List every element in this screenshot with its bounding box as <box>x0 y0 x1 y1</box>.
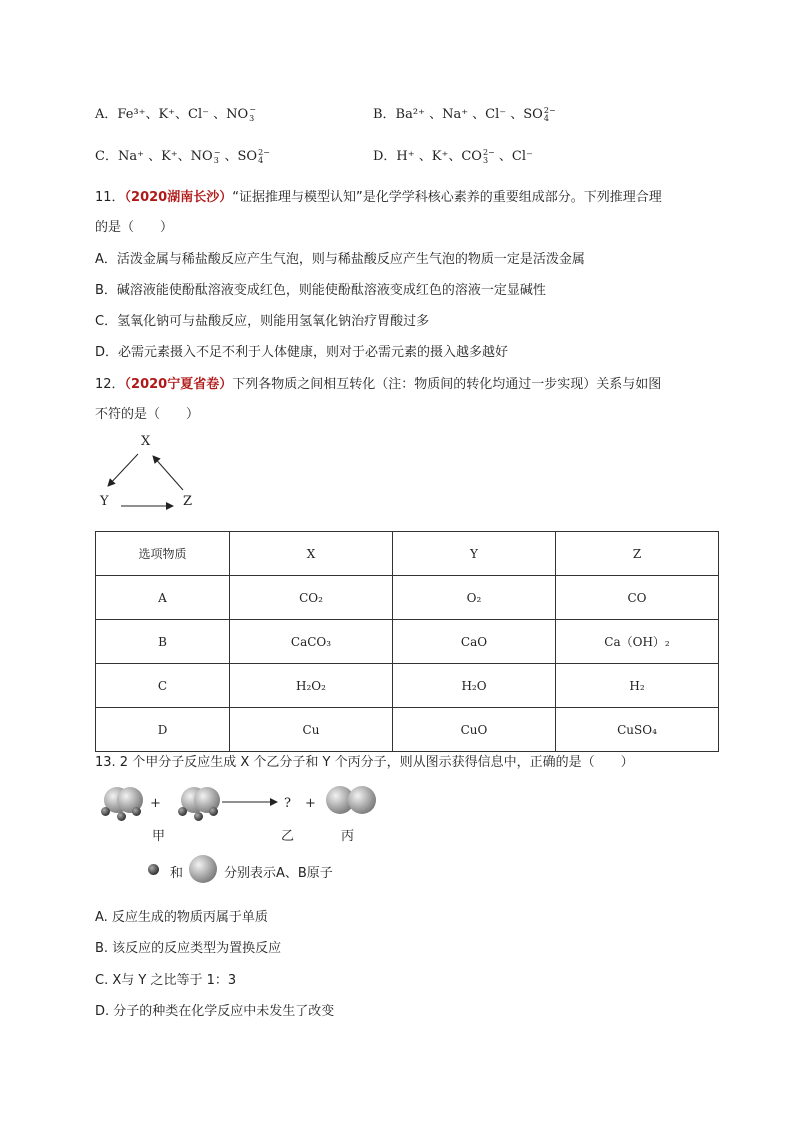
table-cell: Cu <box>230 708 393 752</box>
table-cell: H₂ <box>556 664 719 708</box>
table-cell: C <box>96 664 230 708</box>
q12-stem1: 下列各物质之间相互转化（注：物质间的转化均通过一步实现）关系与如图 <box>232 377 662 392</box>
table-header-cell: Z <box>556 532 719 576</box>
q11-stem-line1 <box>95 186 662 205</box>
atom-a <box>117 812 126 821</box>
table-cell: CO₂ <box>230 576 393 620</box>
q13-option-a: A. 反应生成的物质丙属于单质 <box>95 910 268 925</box>
table-cell: CaO <box>393 620 556 664</box>
table-cell: Ca（OH）₂ <box>556 620 719 664</box>
q13-option-b: B. 该反应的反应类型为置换反应 <box>95 941 282 956</box>
table-cell: CuO <box>393 708 556 752</box>
q10-option-c-text2: 、SO <box>220 149 258 164</box>
table-cell: O₂ <box>393 576 556 620</box>
q10-option-d-text: D．H⁺ 、K⁺、CO <box>373 149 482 164</box>
table-cell: H₂O₂ <box>230 664 393 708</box>
table-row <box>96 620 719 664</box>
label-jia: 甲 <box>152 829 166 844</box>
q11-option-c: C．氢氧化钠可与盐酸反应，则能用氢氧化钠治疗胃酸过多 <box>95 314 430 329</box>
diagram-label-y: Y <box>100 494 109 509</box>
atom-a <box>101 807 110 816</box>
table-row <box>96 664 719 708</box>
diagram-label-z: Z <box>183 494 193 509</box>
diagram-label-x: X <box>141 434 151 449</box>
q11-option-a: A．活泼金属与稀盐酸反应产生气泡，则与稀盐酸反应产生气泡的物质一定是活泼金属 <box>95 252 585 267</box>
legend-atom-b-icon <box>189 855 217 883</box>
q11-stem1: “证据推理与模型认知”是化学学科核心素养的重要组成部分。下列推理合理 <box>232 190 662 205</box>
table-header-cell: 选项物质 <box>96 532 230 576</box>
table-header-row <box>96 532 719 576</box>
table-header-cell: Y <box>393 532 556 576</box>
reaction-arrow <box>222 797 278 807</box>
table-cell: CO <box>556 576 719 620</box>
label-yi: 乙 <box>281 829 295 844</box>
q12-options-table <box>95 531 719 752</box>
legend-atom-a-icon <box>148 864 159 875</box>
q11-number: 11． <box>95 190 125 205</box>
table-cell: A <box>96 576 230 620</box>
table-header-cell: X <box>230 532 393 576</box>
table-cell: CuSO₄ <box>556 708 719 752</box>
q13-option-c: C. X与 Y 之比等于 1：3 <box>95 973 237 988</box>
q10-option-d-text2: 、Cl⁻ <box>494 149 533 164</box>
atom-a <box>178 807 187 816</box>
q11-option-b: B．碱溶液能使酚酞溶液变成红色，则能使酚酞溶液变成红色的溶液一定显碱性 <box>95 283 546 298</box>
atom-b <box>348 786 376 814</box>
q11-option-d: D．必需元素摄入不足不利于人体健康，则对于必需元素的摄入越多越好 <box>95 345 509 360</box>
table-cell: H₂O <box>393 664 556 708</box>
atom-a <box>209 807 218 816</box>
table-cell: D <box>96 708 230 752</box>
q12-stem-line1 <box>95 373 661 392</box>
label-bing: 丙 <box>341 829 355 844</box>
plus-sign: + <box>150 796 161 811</box>
q10-option-c: C．Na⁺ 、K⁺、NO − 3 、SO 2− 4 <box>95 147 270 165</box>
q13-stem: 13. 2 个甲分子反应生成 X 个乙分子和 Y 个丙分子，则从图示获得信息中，正确的是（ ） <box>95 755 634 770</box>
table-row <box>96 708 719 752</box>
q10-option-b: B．Ba²⁺ 、Na⁺ 、Cl⁻ 、SO 2− 4 <box>373 105 556 123</box>
q12-number: 12． <box>95 377 125 392</box>
legend-and: 和 <box>170 866 184 881</box>
q12-stem-line2: 不符的是（ ） <box>95 407 200 422</box>
legend-text: 分别表示A、B原子 <box>224 866 333 881</box>
atom-a <box>194 812 203 821</box>
plus-sign: + <box>305 796 316 811</box>
q11-stem-line2: 的是（ ） <box>95 220 174 235</box>
arrow-z-to-x <box>153 456 183 490</box>
q13-option-d: D. 分子的种类在化学反应中未发生了改变 <box>95 1004 335 1019</box>
q12-source: （2020宁夏省卷） <box>124 377 233 392</box>
q10-option-a-text: A．Fe³⁺、K⁺、Cl⁻ 、NO <box>95 107 249 122</box>
table-cell: B <box>96 620 230 664</box>
arrow-x-to-y <box>108 454 138 486</box>
q11-source: （2020湖南长沙） <box>124 190 233 205</box>
atom-a <box>132 807 141 816</box>
unknown-product: ? <box>284 796 291 811</box>
q10-option-b-text: B．Ba²⁺ 、Na⁺ 、Cl⁻ 、SO <box>373 107 543 122</box>
table-cell: CaCO₃ <box>230 620 393 664</box>
transformation-arrows <box>95 440 205 520</box>
q10-option-a: A．Fe³⁺、K⁺、Cl⁻ 、NO 3 − <box>95 105 256 123</box>
table-row <box>96 576 719 620</box>
q10-option-c-text: C．Na⁺ 、K⁺、NO <box>95 149 213 164</box>
q10-option-d: D．H⁺ 、K⁺、CO 2− 3 、Cl⁻ <box>373 147 533 165</box>
